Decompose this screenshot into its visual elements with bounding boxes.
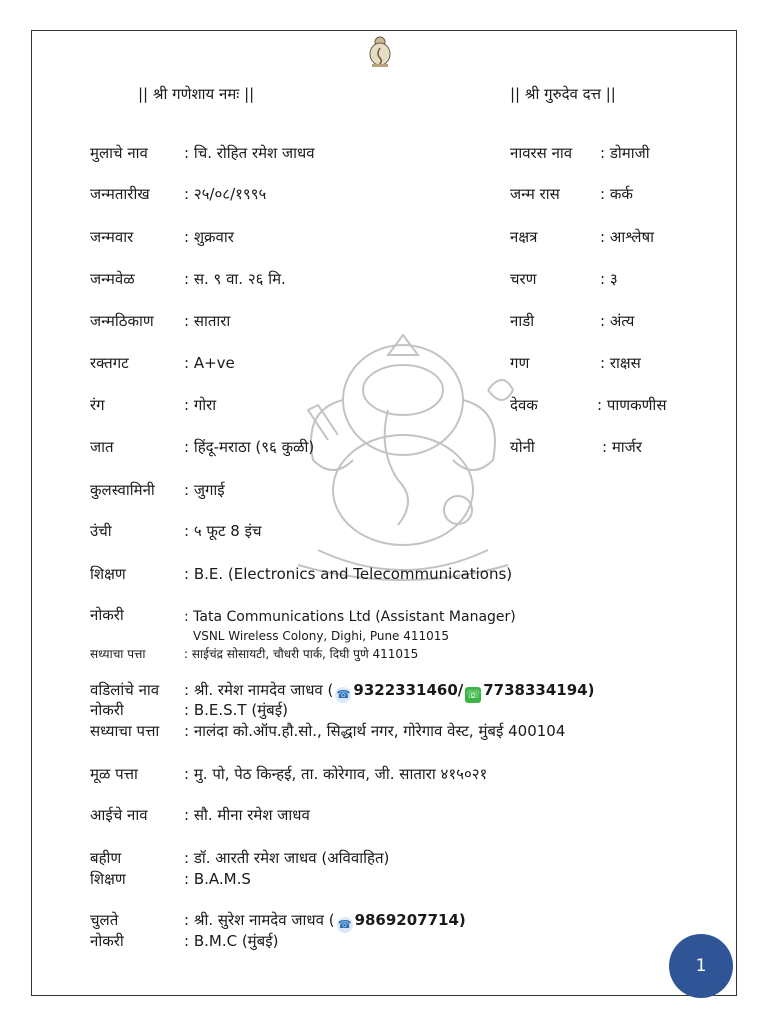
field-label: जात: [90, 438, 114, 456]
field-value: : ५ फूट 8 इंच: [184, 522, 262, 540]
father-name-value: : श्री. रमेश नामदेव जाधव (: [184, 681, 334, 699]
field-label: चरण: [510, 270, 537, 288]
field-label: कुलस्वामिनी: [90, 481, 155, 499]
father-job-value: : B.E.S.T (मुंबई): [184, 701, 288, 719]
whatsapp-icon: ☏: [466, 688, 481, 701]
field-value: : राक्षस: [600, 354, 641, 372]
field-label: शिक्षण: [90, 565, 126, 583]
field-label: देवक: [510, 396, 538, 414]
father-phone-2: 7738334194): [483, 681, 595, 699]
uncle-row: [184, 911, 466, 933]
field-label: नाडी: [510, 312, 535, 330]
current-address-label: सध्याचा पत्ता: [90, 647, 146, 661]
field-label: नक्षत्र: [510, 228, 538, 246]
sister-edu-label: शिक्षण: [90, 870, 126, 888]
field-value: : मार्जर: [602, 438, 642, 456]
field-value: : आश्लेषा: [600, 228, 655, 246]
father-job-label: नोकरी: [90, 701, 124, 719]
sister-edu-value: : B.A.M.S: [184, 870, 251, 888]
field-value: : जुगाई: [184, 481, 225, 499]
field-label: उंची: [90, 522, 112, 540]
field-value: : पाणकणीस: [597, 396, 667, 414]
field-value: : A+ve: [184, 354, 235, 372]
field-value: : अंत्य: [600, 312, 635, 330]
field-label: जन्मतारीख: [90, 185, 150, 203]
job-address: VSNL Wireless Colony, Dighi, Pune 411015: [193, 629, 450, 643]
mother-value: : सौ. मीना रमेश जाधव: [184, 806, 310, 824]
ganesha-emblem-icon: [366, 36, 394, 68]
field-value: : कर्क: [600, 185, 633, 203]
field-label: योनी: [510, 438, 535, 456]
phone-icon: ☎: [337, 918, 352, 931]
current-address-value: : साईचंद्र सोसायटी, चौधरी पार्क, दिघी पुणे 411015: [184, 647, 419, 661]
father-address-label: सध्याचा पत्ता: [90, 722, 160, 740]
father-address-value: : नालंदा को.ऑप.हौ.सो., सिद्धार्थ नगर, गोरेगाव वेस्ट, मुंबई 400104: [184, 722, 566, 740]
field-label: नावरस नाव: [510, 144, 573, 162]
field-value: : स. ९ वा. २६ मि.: [184, 270, 286, 288]
mother-label: आईचे नाव: [90, 806, 148, 824]
father-name-label: वडिलांचे नाव: [90, 681, 160, 699]
field-label: रंग: [90, 396, 105, 414]
job-value: : Tata Communications Ltd (Assistant Manager): [184, 609, 516, 625]
field-value: : B.E. (Electronics and Telecommunications): [184, 565, 513, 583]
field-value: : गोरा: [184, 396, 217, 414]
invocation-right: || श्री गुरुदेव दत्त ||: [510, 85, 616, 103]
field-value: : डोमाजी: [600, 144, 650, 162]
field-value: : शुक्रवार: [184, 228, 234, 246]
field-label: जन्मवार: [90, 228, 134, 246]
native-address-value: : मु. पो, पेठ किन्हई, ता. कोरेगाव, जी. सातारा ४१५०२१: [184, 765, 488, 783]
ganesha-watermark-icon: [258, 330, 548, 590]
invocation-left: || श्री गणेशाय नमः ||: [138, 85, 255, 103]
sister-label: बहीण: [90, 849, 122, 867]
uncle-job-label: नोकरी: [90, 932, 124, 950]
father-name-row: [184, 681, 594, 703]
field-label: जन्मठिकाण: [90, 312, 154, 330]
uncle-label: चुलते: [90, 911, 119, 929]
field-value: : २५/०८/१९९५: [184, 185, 267, 203]
uncle-value: : श्री. सुरेश नामदेव जाधव (: [184, 911, 335, 929]
sister-value: : डॉ. आरती रमेश जाधव (अविवाहित): [184, 849, 390, 867]
field-label: मुलाचे नाव: [90, 144, 148, 162]
field-label: रक्तगट: [90, 354, 129, 372]
field-value: : ३: [600, 270, 618, 288]
field-value: : हिंदू-मराठा (९६ कुळी): [184, 438, 315, 456]
field-label: जन्म रास: [510, 185, 560, 203]
field-value: : सातारा: [184, 312, 231, 330]
job-label: नोकरी: [90, 606, 124, 624]
field-label: जन्मवेळ: [90, 270, 135, 288]
field-label: गण: [510, 354, 530, 372]
field-value: : चि. रोहित रमेश जाधव: [184, 144, 315, 162]
phone-icon: ☎: [336, 688, 351, 701]
uncle-job-value: : B.M.C (मुंबई): [184, 932, 279, 950]
page-number-badge: 1: [669, 934, 733, 998]
father-phone-1: 9322331460/: [353, 681, 464, 699]
native-address-label: मूळ पत्ता: [90, 765, 138, 783]
uncle-phone: 9869207714): [354, 911, 466, 929]
